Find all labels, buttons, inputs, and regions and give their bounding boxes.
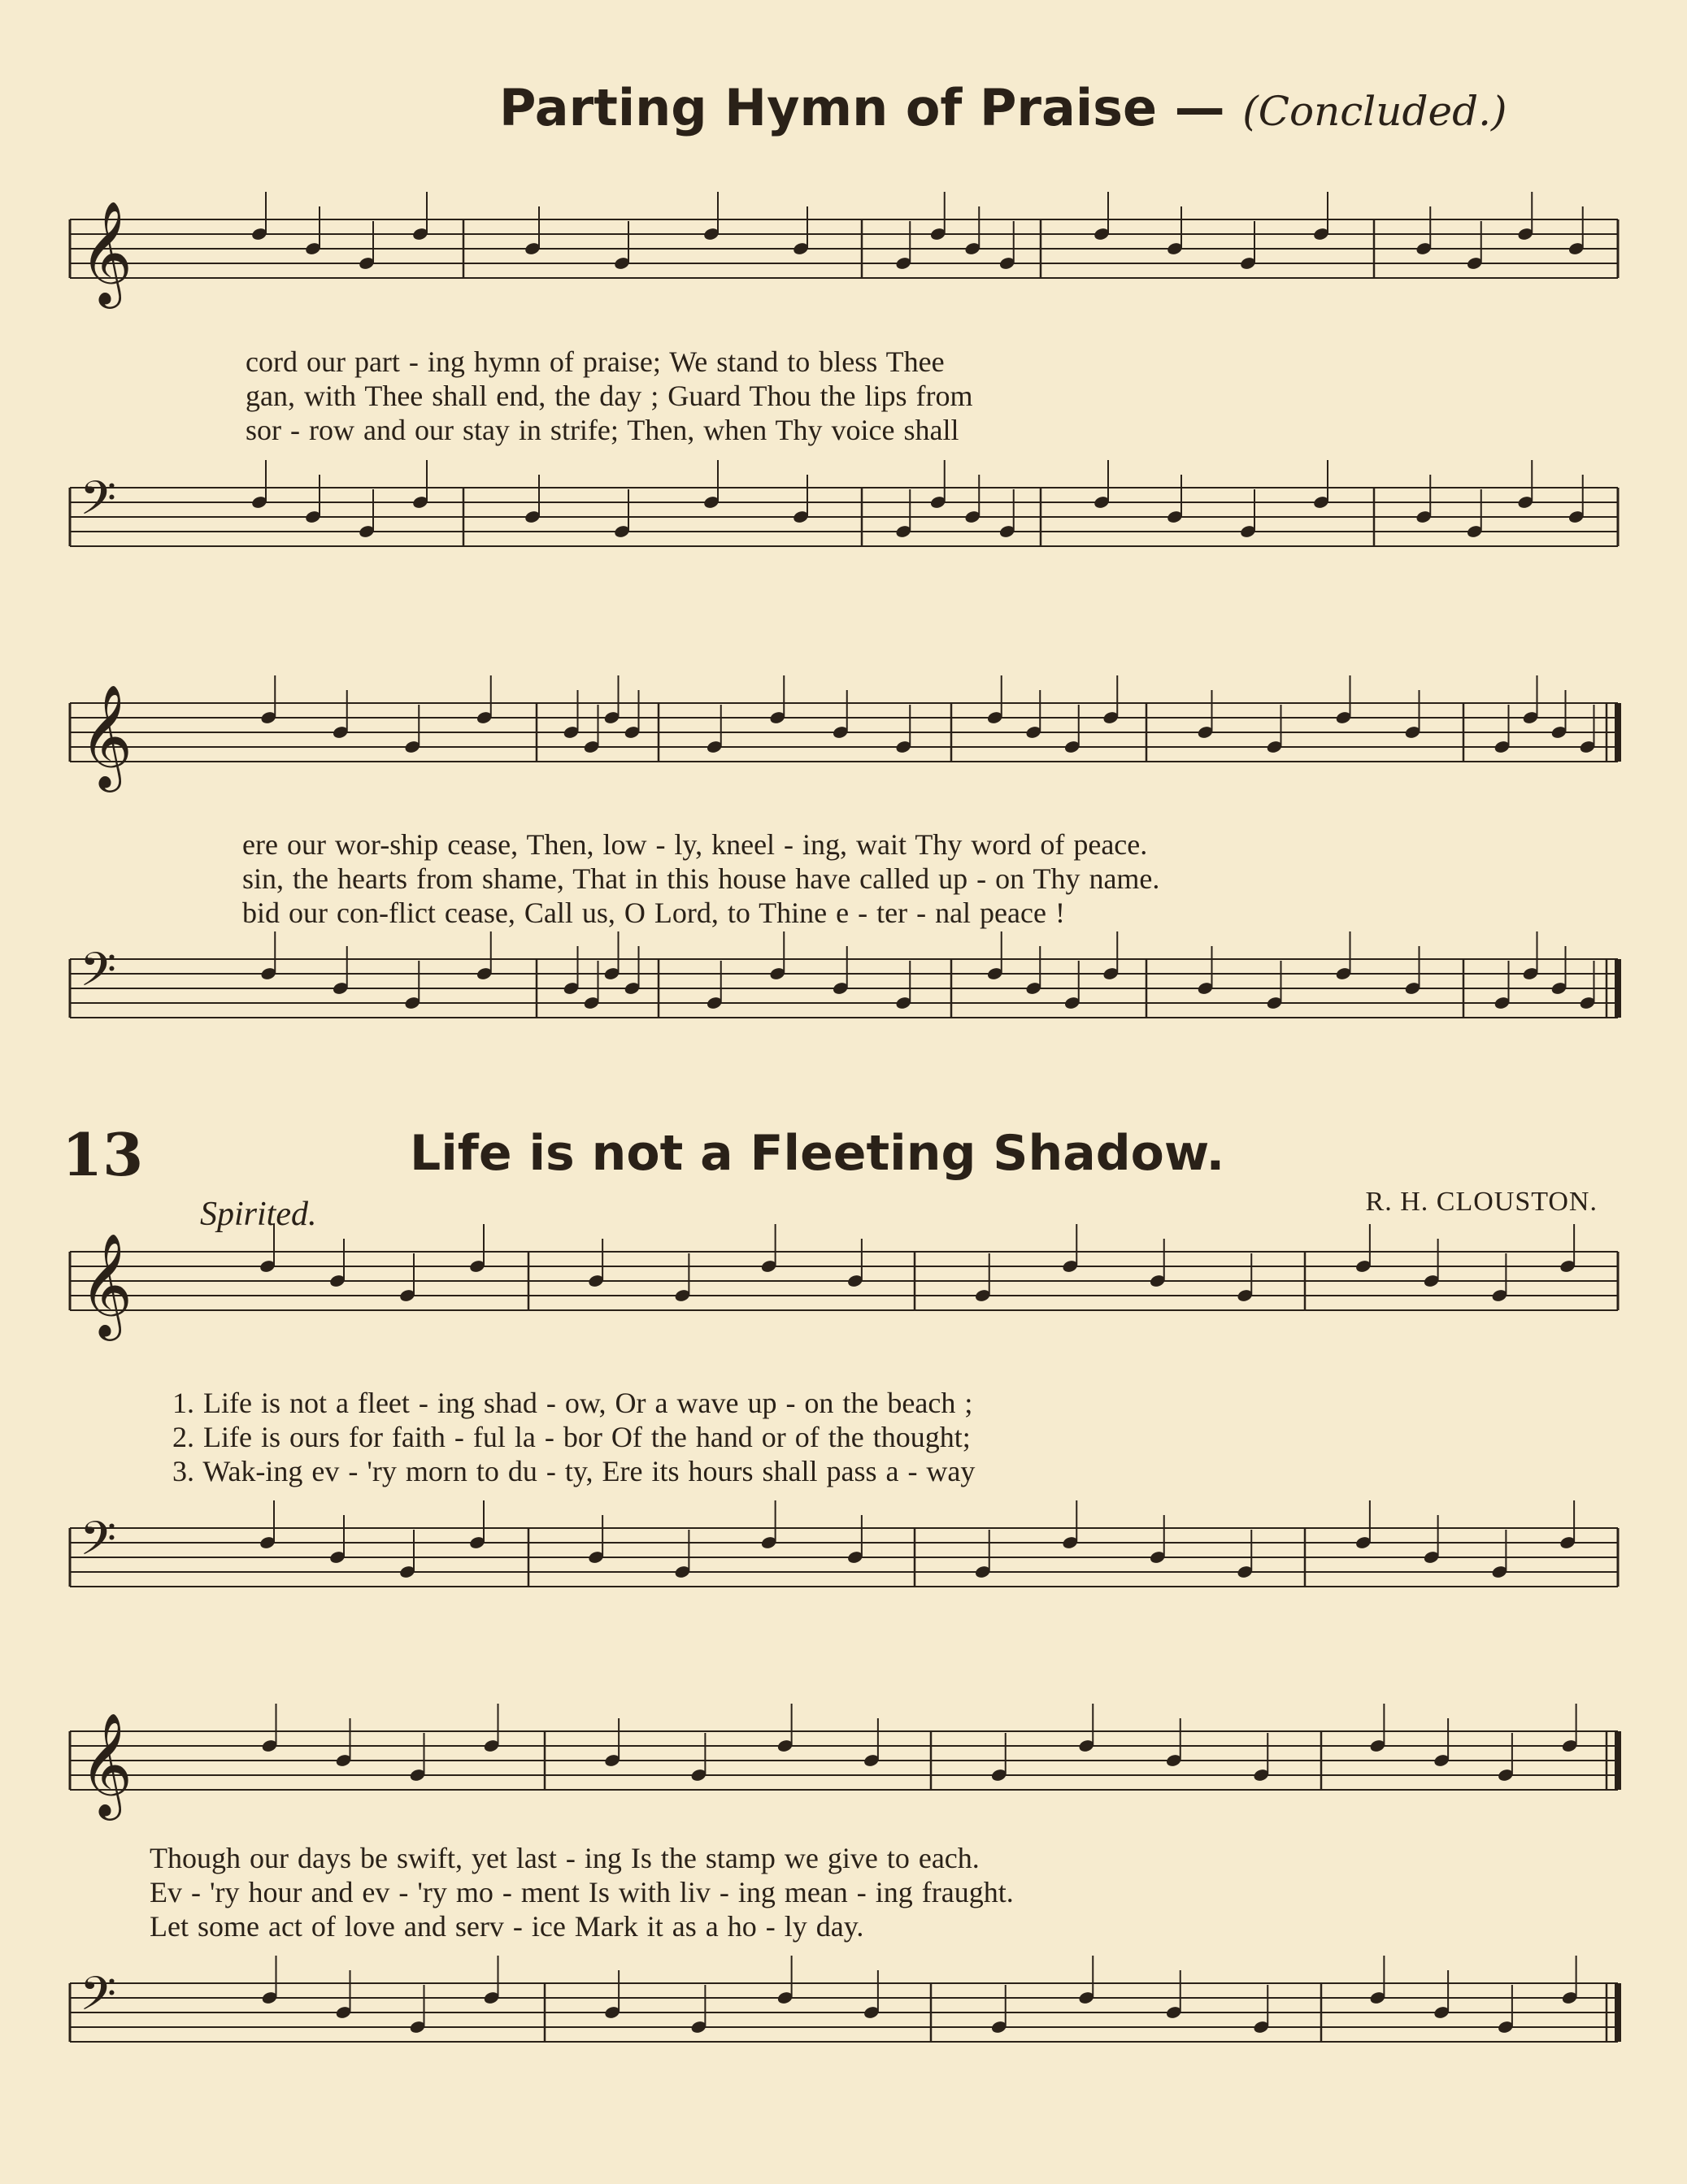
lyric-line: Let some act of love and serv - ice Mark it as a ho - ly day. bbox=[150, 1910, 864, 1943]
bass-clef-icon: 𝄢 bbox=[80, 1966, 117, 2033]
lyric-line: Ev - 'ry hour and ev - 'ry mo - ment Is with liv - ing mean - ing fraught. bbox=[150, 1876, 1014, 1908]
lyric-line: cord our part - ing hymn of praise; We stand to bless Thee bbox=[246, 345, 945, 378]
lyric-line: 2. Life is ours for faith - ful la - bor Of the hand or of the thought; bbox=[172, 1421, 971, 1453]
composer-credit: R. H. CLOUSTON. bbox=[1365, 1187, 1598, 1217]
treble-staff-3 bbox=[0, 1232, 1687, 1349]
bass-staff-4 bbox=[0, 1967, 1687, 2081]
treble-clef-icon: 𝄞 bbox=[80, 200, 133, 304]
hymn-number: 13 bbox=[62, 1120, 144, 1189]
tempo-marking: Spirited. bbox=[200, 1196, 317, 1233]
lyric-line: Though our days be swift, yet last - ing Is the stamp we give to each. bbox=[150, 1842, 980, 1874]
treble-staff-2 bbox=[0, 684, 1687, 801]
treble-clef-icon: 𝄞 bbox=[80, 684, 133, 788]
bass-clef-icon: 𝄢 bbox=[80, 942, 117, 1009]
treble-staff-4 bbox=[0, 1712, 1687, 1829]
lyric-line: gan, with Thee shall end, the day ; Guard Thou the lips from bbox=[246, 380, 973, 412]
hymn-13-title: Life is not a Fleeting Shadow. bbox=[410, 1125, 1225, 1182]
bass-clef-icon: 𝄢 bbox=[80, 1511, 117, 1578]
bass-staff-1 bbox=[0, 471, 1687, 585]
treble-clef-icon: 𝄞 bbox=[80, 1232, 133, 1336]
lyric-line: sin, the hearts from shame, That in this house have called up - on Thy name. bbox=[242, 862, 1160, 895]
lyric-line: bid our con-flict cease, Call us, O Lord, to Thine e - ter - nal peace ! bbox=[242, 897, 1065, 929]
bass-clef-icon: 𝄢 bbox=[80, 471, 117, 537]
lyric-line: ere our wor-ship cease, Then, low - ly, kneel - ing, wait Thy word of peace. bbox=[242, 828, 1148, 861]
hymn-title-header bbox=[499, 78, 1507, 137]
bass-staff-3 bbox=[0, 1512, 1687, 1626]
lyric-line: 1. Life is not a fleet - ing shad - ow, Or a wave up - on the beach ; bbox=[172, 1387, 973, 1419]
treble-clef-icon: 𝄞 bbox=[80, 1712, 133, 1816]
treble-staff-1 bbox=[0, 200, 1687, 317]
bass-staff-2 bbox=[0, 943, 1687, 1057]
lyric-line: sor - row and our stay in strife; Then, when Thy voice shall bbox=[246, 414, 959, 446]
subtitle-text: (Concluded.) bbox=[1242, 88, 1507, 135]
lyric-line: 3. Wak-ing ev - 'ry morn to du - ty, Ere its hours shall pass a - way bbox=[172, 1455, 976, 1487]
title-text: Parting Hymn of Praise — bbox=[499, 78, 1225, 137]
